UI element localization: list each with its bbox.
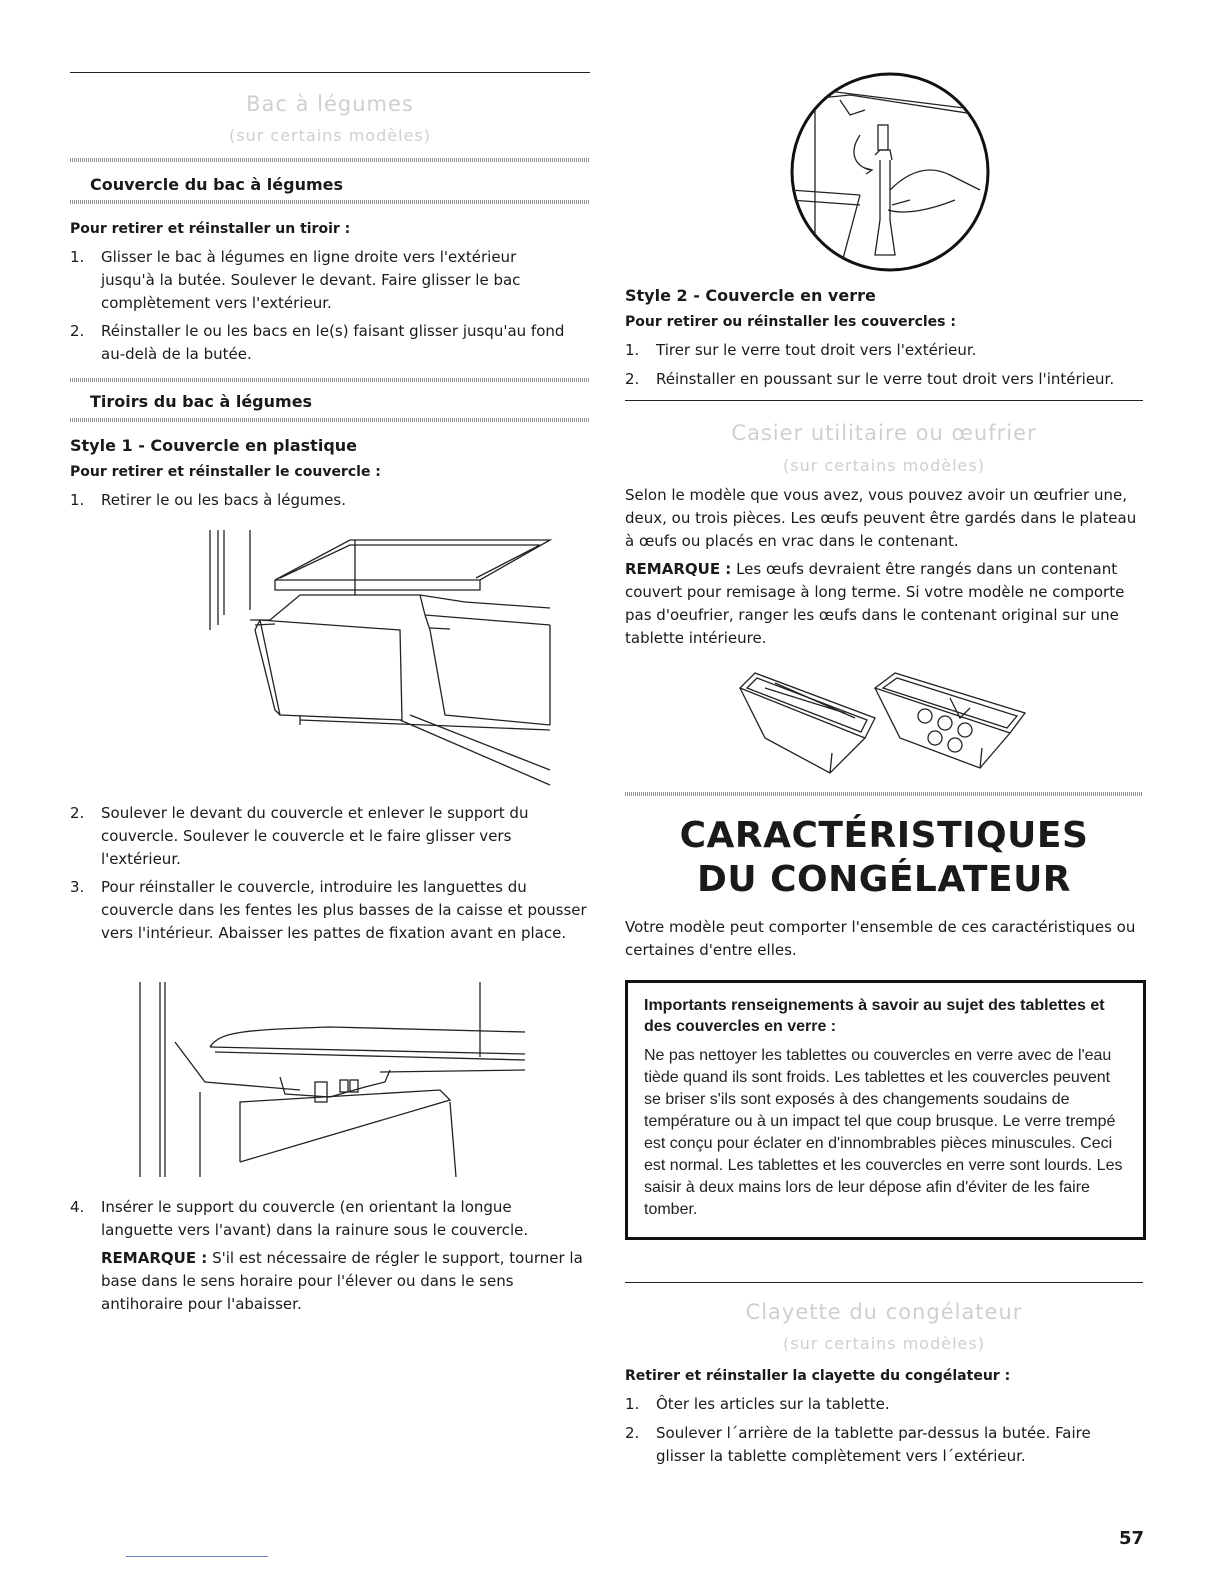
list-text: Tirer sur le verre tout droit vers l'extérieur.: [656, 341, 977, 359]
egg-section-title: Casier utilitaire ou œufrier: [731, 421, 1037, 445]
list-item: [70, 320, 590, 366]
glass-warning-box: [625, 980, 1146, 1240]
freezer-intro: Votre modèle peut comporter l'ensemble de ces caractéristiques ou certaines d'entre elles.: [625, 918, 1136, 959]
glass-cover-detail-illustration: [780, 70, 1000, 275]
list-item: [70, 1196, 570, 1242]
list-text: Réinstaller en poussant sur le verre tout droit vers l'intérieur.: [656, 370, 1115, 388]
egg-note: [625, 558, 1143, 650]
note-text: S'il est nécessaire de régler le support, tourner la base dans le sens horaire pour l'élever ou dans le sens antihoraire pour l'abaisser.: [101, 1249, 583, 1313]
list-text: Ôter les articles sur la tablette.: [656, 1395, 890, 1413]
list-number: 2.: [70, 322, 85, 340]
cover-lead: Pour retirer et réinstaller le couvercle :: [70, 464, 381, 480]
list-item: [625, 339, 1143, 362]
list-text: Retirer le ou les bacs à légumes.: [101, 491, 346, 509]
egg-section-subtitle: (sur certains modèles): [783, 456, 985, 475]
warning-text: Ne pas nettoyer les tablettes ou couvercles en verre avec de l'eau tiède quand ils sont froids. Les tablettes et les couvercles peuvent se briser s'ils sont exposés à des changements soudains de température ou à un impact tel que coup brusque. Le verre trempé est conçu pour éclater en d'innombrables pièces minuscules. Ceci est normal. Les tablettes et les couvercles en verre sont lourds. Les saisir à deux mains lors de leur dépose afin d'éviter de les faire tomber.: [644, 1047, 1123, 1218]
list-number: 1.: [625, 1395, 640, 1413]
egg-paragraph: Selon le modèle que vous avez, vous pouvez avoir un œufrier une, deux, ou trois pièces. Les œufs peuvent être gardés dans le plateau à œufs ou placés en vrac dans le contenant.: [625, 486, 1137, 550]
support-note: [101, 1247, 591, 1316]
dotted-divider: [70, 158, 590, 162]
list-number: 3.: [70, 878, 85, 896]
freezer-title-line2: DU CONGÉLATEUR: [696, 859, 1072, 900]
list-item: [625, 368, 1143, 391]
style1-heading: Style 1 - Couvercle en plastique: [70, 436, 358, 455]
list-text: Soulever le devant du couvercle et enlever le support du couvercle. Soulever le couvercle et le faire glisser vers l'extérieur.: [101, 804, 529, 868]
list-text: Réinstaller le ou les bacs en le(s) faisant glisser jusqu'au fond au-delà de la butée.: [101, 322, 565, 363]
crisper-section-subtitle: (sur certains modèles): [229, 126, 431, 145]
shelf-lead: Retirer et réinstaller la clayette du congélateur :: [625, 1368, 1011, 1384]
list-number: 2.: [625, 370, 640, 388]
drawer-lead: Pour retirer et réinstaller un tiroir :: [70, 221, 351, 237]
list-text: Insérer le support du couvercle (en orientant la longue languette vers l'avant) dans la rainure sous le couvercle.: [101, 1198, 529, 1239]
freezer-shelf-subtitle: (sur certains modèles): [783, 1334, 985, 1353]
list-number: 1.: [70, 491, 85, 509]
list-number: 1.: [70, 248, 85, 266]
list-text: Glisser le bac à légumes en ligne droite vers l'extérieur jusqu'à la butée. Soulever le devant. Faire glisser le bac complètement vers l'extérieur.: [101, 248, 521, 312]
list-number: 2.: [625, 1424, 640, 1442]
list-item: [70, 876, 590, 945]
list-number: 2.: [70, 804, 85, 822]
list-number: 4.: [70, 1198, 85, 1216]
list-text: Pour réinstaller le couvercle, introduire les languettes du couvercle dans les fentes les plus basses de la caisse et pousser vers l'intérieur. Abaisser les pattes de fixation avant en place.: [101, 878, 587, 942]
list-item: [625, 1393, 1143, 1416]
note-text: Les œufs devraient être rangés dans un contenant couvert pour remisage à long terme. Si votre modèle ne comporte pas d'oeufrier, ranger les œufs dans le contenant original sur une tablette intérieure.: [625, 560, 1125, 647]
dotted-divider: [70, 418, 590, 422]
footer-line: [126, 1556, 268, 1557]
dotted-divider: [70, 378, 590, 382]
crisper-drawers-illustration: [180, 520, 560, 790]
top-rule: [70, 72, 590, 73]
list-item: [70, 246, 570, 315]
list-item: [70, 802, 570, 871]
freezer-shelf-title: Clayette du congélateur: [745, 1300, 1023, 1324]
list-item: [625, 1422, 1143, 1468]
note-label: REMARQUE :: [625, 560, 732, 578]
list-text: Soulever l´arrière de la tablette par-dessus la butée. Faire glisser la tablette complètement vers l´extérieur.: [656, 1424, 1091, 1465]
dotted-divider: [70, 200, 590, 204]
list-number: 1.: [625, 341, 640, 359]
section-rule: [625, 400, 1143, 401]
drawers-heading: Tiroirs du bac à légumes: [90, 392, 313, 411]
style2-heading: Style 2 - Couvercle en verre: [625, 286, 876, 305]
crisper-cover-heading: Couvercle du bac à légumes: [90, 175, 343, 194]
cover-support-illustration: [130, 982, 530, 1182]
dotted-divider: [625, 792, 1143, 796]
page-number: 57: [1118, 1528, 1144, 1549]
note-label: REMARQUE :: [101, 1249, 208, 1267]
crisper-section-title: Bac à légumes: [246, 92, 414, 116]
section-rule: [625, 1282, 1143, 1283]
list-item: [70, 489, 570, 512]
warning-heading: Importants renseignements à savoir au sujet des tablettes et des couvercles en verre :: [644, 997, 1105, 1035]
glass-lead: Pour retirer ou réinstaller les couvercles :: [625, 314, 956, 330]
egg-trays-illustration: [735, 668, 1035, 778]
freezer-title-line1: CARACTÉRISTIQUES: [679, 815, 1089, 856]
